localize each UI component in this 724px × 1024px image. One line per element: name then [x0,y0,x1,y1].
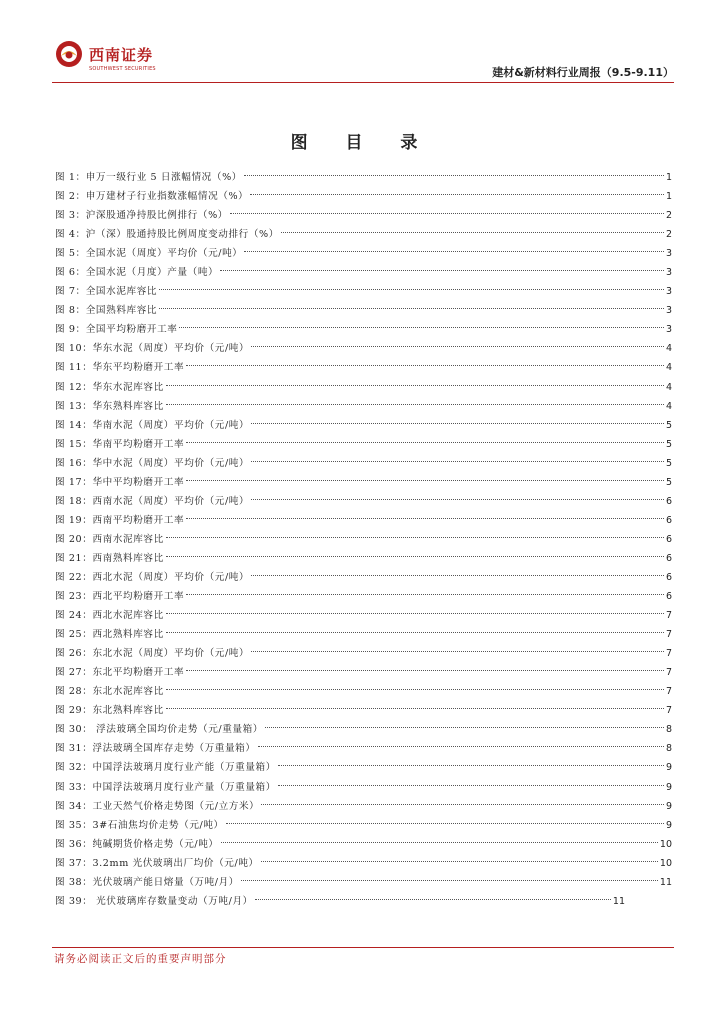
toc-leader-dots [265,727,664,728]
page-header [52,38,674,82]
toc-entry[interactable] [55,587,672,606]
footer-divider [52,947,674,948]
toc-entry-label: 图 23：西北平均粉磨开工率 [55,591,185,603]
toc-entry[interactable] [55,530,672,549]
toc-entry-page: 6 [665,495,672,507]
toc-entry-label: 图 22：西北水泥（周度）平均价（元/吨） [55,571,250,583]
toc-entry[interactable] [55,225,672,244]
toc-leader-dots [186,594,664,595]
toc-entry-label: 图 35：3#石油焦均价走势（元/吨） [55,819,224,831]
toc-leader-dots [166,537,664,538]
toc-entry-label: 图 21：西南熟料库容比 [55,552,164,564]
toc-leader-dots [159,289,664,290]
toc-entry-label: 图 19：西南平均粉磨开工率 [55,514,185,526]
toc-entry-label: 图 25：西北熟料库容比 [55,629,164,641]
toc-entry[interactable] [55,187,672,206]
toc-entry-page: 4 [665,381,672,393]
toc-entry[interactable] [55,263,672,282]
toc-leader-dots [186,442,664,443]
toc-entry-page: 1 [665,172,672,183]
toc-leader-dots [261,804,664,805]
toc-entry-label: 图 8：全国熟料库容比 [55,305,158,317]
logo-text-en: SOUTHWEST SECURITIES [89,66,156,72]
toc-leader-dots [179,327,663,328]
toc-leader-dots [251,499,664,500]
toc-entry[interactable] [55,492,672,511]
company-logo [55,40,215,76]
toc-entry[interactable] [55,282,672,301]
report-title: 建材&新材料行业周报（9.5-9.11） [492,66,674,79]
toc-entry[interactable] [55,320,672,339]
toc-entry-page: 3 [665,305,672,317]
toc-entry-label: 图 38：光伏玻璃产能日熔量（万吨/月） [55,876,239,888]
toc-entry[interactable] [55,397,672,416]
toc-entry-page: 7 [665,705,672,717]
toc-entry-page: 7 [665,667,672,679]
toc-leader-dots [166,613,664,614]
toc-entry-label: 图 10：华东水泥（周度）平均价（元/吨） [55,343,250,355]
toc-entry[interactable] [55,301,672,320]
toc-entry-label: 图 36：纯碱期货价格走势（元/吨） [55,838,219,850]
toc-entry-page: 2 [665,229,672,241]
toc-entry-page: 9 [665,762,672,774]
toc-entry-page: 6 [665,591,672,603]
toc-entry-label: 图 1：申万一级行业 5 日涨幅情况（%） [55,172,242,183]
toc-entry-label: 图 16：华中水泥（周度）平均价（元/吨） [55,457,250,469]
toc-entry-page: 6 [665,571,672,583]
toc-leader-dots [251,461,664,462]
toc-entry-label: 图 3：沪深股通净持股比例排行（%） [55,210,228,222]
toc-leader-dots [221,842,658,843]
toc-leader-dots [230,213,664,214]
toc-entry[interactable] [55,168,672,187]
toc-leader-dots [166,689,664,690]
toc-entry-page: 3 [665,286,672,298]
toc-entry-label: 图 2：申万建材子行业指数涨幅情况（%） [55,191,249,203]
toc-entry[interactable] [55,892,625,911]
toc-entry-label: 图 34：工业天然气价格走势图（元/立方米） [55,800,260,812]
toc-entry[interactable] [55,778,672,797]
toc-entry-page: 3 [665,248,672,260]
toc-entry[interactable] [55,644,672,663]
toc-entry-page: 3 [665,267,672,279]
toc-leader-dots [166,632,664,633]
toc-entry-label: 图 18：西南水泥（周度）平均价（元/吨） [55,495,250,507]
toc-entry-page: 5 [665,438,672,450]
toc-entry-label: 图 24：西北水泥库容比 [55,610,164,622]
toc-entry-page: 11 [612,895,625,907]
toc-entry-label: 图 13：华东熟料库容比 [55,400,164,412]
toc-entry-page: 5 [665,457,672,469]
toc-entry-label: 图 33：中国浮法玻璃月度行业产量（万重量箱） [55,781,276,793]
toc-entry[interactable] [55,511,672,530]
toc-entry-label: 图 20：西南水泥库容比 [55,533,164,545]
toc-entry[interactable] [55,739,672,758]
toc-leader-dots [278,785,664,786]
toc-entry-page: 7 [665,648,672,660]
toc-leader-dots [244,175,664,176]
toc-entry-label: 图 30： 浮法玻璃全国均价走势（元/重量箱） [55,724,264,736]
table-of-figures [55,168,672,911]
toc-entry-page: 5 [665,476,672,488]
toc-entry-page: 6 [665,514,672,526]
toc-entry-page: 9 [665,800,672,812]
header-divider [52,82,674,83]
toc-entry[interactable] [55,473,672,492]
toc-leader-dots [186,518,664,519]
toc-entry[interactable] [55,625,672,644]
toc-entry[interactable] [55,416,672,435]
toc-entry-label: 图 28：东北水泥库容比 [55,686,164,698]
toc-entry-page: 2 [665,210,672,222]
logo-text-cn: 西南证券 [89,46,154,64]
toc-entry[interactable] [55,244,672,263]
toc-entry-label: 图 5：全国水泥（周度）平均价（元/吨） [55,248,243,260]
toc-entry-label: 图 32：中国浮法玻璃月度行业产能（万重量箱） [55,762,276,774]
toc-entry-page: 7 [665,610,672,622]
toc-entry-page: 3 [665,324,672,336]
toc-entry[interactable] [55,816,672,835]
toc-leader-dots [220,270,664,271]
toc-leader-dots [186,670,664,671]
toc-entry[interactable] [55,358,672,377]
toc-entry[interactable] [55,206,672,225]
toc-leader-dots [251,575,664,576]
toc-entry-page: 4 [665,400,672,412]
toc-entry[interactable] [55,835,672,854]
toc-entry-page: 10 [659,838,672,850]
toc-leader-dots [241,880,658,881]
toc-entry-label: 图 11：华东平均粉磨开工率 [55,362,185,374]
southwest-securities-logo-icon [55,40,83,68]
toc-entry-label: 图 6：全国水泥（月度）产量（吨） [55,267,219,279]
toc-leader-dots [251,651,664,652]
toc-entry-label: 图 15：华南平均粉磨开工率 [55,438,185,450]
toc-entry[interactable] [55,606,672,625]
toc-entry-label: 图 27：东北平均粉磨开工率 [55,667,185,679]
toc-entry[interactable] [55,454,672,473]
toc-entry[interactable] [55,854,672,873]
toc-leader-dots [258,746,664,747]
toc-entry-page: 5 [665,419,672,431]
toc-entry-label: 图 39： 光伏玻璃库存数量变动（万吨/月） [55,895,253,907]
toc-entry[interactable] [55,873,672,892]
toc-leader-dots [186,365,664,366]
toc-entry-page: 4 [665,343,672,355]
toc-entry-page: 7 [665,686,672,698]
toc-leader-dots [166,556,664,557]
toc-leader-dots [251,423,664,424]
toc-entry-label: 图 37：3.2mm 光伏玻璃出厂均价（元/吨） [55,857,259,869]
toc-entry[interactable] [55,435,672,454]
toc-entry-label: 图 29：东北熟料库容比 [55,705,164,717]
toc-entry-label: 图 31：浮法玻璃全国库存走势（万重量箱） [55,743,256,755]
toc-entry-label: 图 4：沪（深）股通持股比例周度变动排行（%） [55,229,279,241]
toc-entry[interactable] [55,797,672,816]
toc-leader-dots [166,385,664,386]
toc-leader-dots [166,708,664,709]
toc-leader-dots [251,346,664,347]
toc-leader-dots [186,480,664,481]
toc-entry[interactable] [55,663,672,682]
toc-entry-page: 8 [665,724,672,736]
toc-entry-label: 图 17：华中平均粉磨开工率 [55,476,185,488]
toc-leader-dots [255,899,611,900]
toc-entry-page: 9 [665,819,672,831]
toc-leader-dots [244,251,663,252]
toc-leader-dots [226,823,664,824]
toc-entry-page: 6 [665,533,672,545]
toc-entry-label: 图 9：全国平均粉磨开工率 [55,324,178,336]
toc-entry-label: 图 7：全国水泥库容比 [55,286,158,298]
toc-leader-dots [281,232,664,233]
toc-entry-page: 6 [665,552,672,564]
toc-entry-label: 图 14：华南水泥（周度）平均价（元/吨） [55,419,250,431]
toc-entry-page: 9 [665,781,672,793]
disclaimer-note: 请务必阅读正文后的重要声明部分 [54,953,227,965]
toc-entry[interactable] [55,682,672,701]
toc-entry[interactable] [55,701,672,720]
toc-entry[interactable] [55,339,672,358]
toc-entry[interactable] [55,568,672,587]
toc-entry-page: 10 [659,857,672,869]
toc-entry-page: 8 [665,743,672,755]
toc-leader-dots [261,861,658,862]
toc-entry-page: 4 [665,362,672,374]
toc-entry[interactable] [55,549,672,568]
toc-heading: 图 目 录 [290,133,434,153]
toc-entry[interactable] [55,720,672,739]
toc-entry-page: 1 [665,191,672,203]
toc-entry-label: 图 12：华东水泥库容比 [55,381,164,393]
toc-entry[interactable] [55,378,672,397]
toc-leader-dots [278,765,664,766]
toc-entry-page: 11 [659,876,672,888]
toc-leader-dots [159,308,664,309]
toc-entry-page: 7 [665,629,672,641]
toc-entry[interactable] [55,758,672,777]
toc-leader-dots [166,404,664,405]
toc-entry-label: 图 26：东北水泥（周度）平均价（元/吨） [55,648,250,660]
toc-leader-dots [250,194,664,195]
